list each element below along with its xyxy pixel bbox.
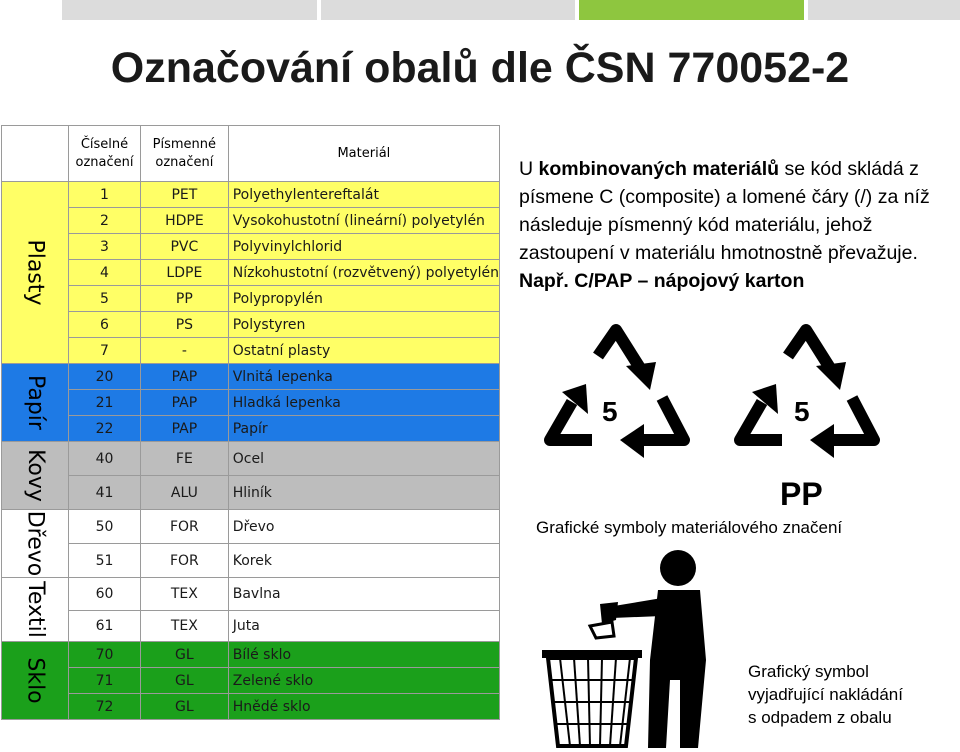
table-row: [2, 234, 500, 260]
cell-num: 6: [68, 312, 140, 338]
header-code: Písmenné označení: [141, 126, 229, 182]
cell-num: 1: [68, 182, 140, 208]
cell-code: PAP: [141, 416, 229, 442]
cell-num: 4: [68, 260, 140, 286]
table-row: [2, 364, 500, 390]
cell-material: Vysokohustotní (lineární) polyetylén: [228, 208, 499, 234]
cell-material: Hnědé sklo: [228, 694, 499, 720]
header-category: [2, 126, 69, 182]
category-papir: Papír: [2, 364, 69, 442]
cell-num: 5: [68, 286, 140, 312]
category-plasty: Plasty: [2, 182, 69, 364]
cell-code: PET: [141, 182, 229, 208]
cell-material: Ostatní plasty: [228, 338, 499, 364]
cell-num: 40: [68, 442, 140, 476]
table-row: [2, 668, 500, 694]
cell-num: 70: [68, 642, 140, 668]
cell-code: GL: [141, 668, 229, 694]
cell-material: Polypropylén: [228, 286, 499, 312]
table-row: [2, 182, 500, 208]
cell-num: 72: [68, 694, 140, 720]
cell-code: TEX: [141, 578, 229, 611]
table-row: [2, 611, 500, 642]
top-decor-bar-1: [62, 0, 317, 20]
cell-num: 21: [68, 390, 140, 416]
symbols-caption: Grafické symboly materiálového značení: [536, 518, 843, 537]
category-drevo: Dřevo: [2, 510, 69, 578]
table-row: [2, 286, 500, 312]
table-header-row: [2, 126, 500, 182]
cell-material: Korek: [228, 544, 499, 578]
cell-material: Polyvinylchlorid: [228, 234, 499, 260]
cell-num: 71: [68, 668, 140, 694]
recycling-number-right: 5: [794, 396, 810, 427]
header-num: Číselné označení: [68, 126, 140, 182]
category-sklo: Sklo: [2, 642, 69, 720]
cell-code: ALU: [141, 476, 229, 510]
page-title: Označování obalů dle ČSN 770052-2: [110, 44, 850, 92]
category-kovy: Kovy: [2, 442, 69, 510]
cell-code: LDPE: [141, 260, 229, 286]
cell-code: HDPE: [141, 208, 229, 234]
cell-material: Papír: [228, 416, 499, 442]
category-textil: Textil: [2, 578, 69, 642]
cell-material: Bavlna: [228, 578, 499, 611]
composite-materials-paragraph: [519, 155, 959, 295]
cell-code: GL: [141, 694, 229, 720]
cell-num: 2: [68, 208, 140, 234]
table-row: [2, 312, 500, 338]
recycling-number-left: 5: [602, 396, 618, 427]
table-row: [2, 578, 500, 611]
table-row: [2, 442, 500, 476]
table-row: [2, 390, 500, 416]
bin-caption: [748, 660, 903, 729]
cell-num: 20: [68, 364, 140, 390]
bin-caption-line: s odpadem z obalu: [748, 708, 892, 727]
cell-code: PVC: [141, 234, 229, 260]
table-row: [2, 260, 500, 286]
table-row: [2, 208, 500, 234]
recycling-code-right: PP: [780, 476, 823, 512]
top-decor-bar-3: [579, 0, 804, 20]
cell-material: Ocel: [228, 442, 499, 476]
para-bold-1: kombinovaných materiálů: [538, 158, 780, 180]
cell-num: 3: [68, 234, 140, 260]
cell-material: Bílé sklo: [228, 642, 499, 668]
bin-caption-line: Grafický symbol: [748, 662, 869, 681]
cell-code: TEX: [141, 611, 229, 642]
cell-num: 60: [68, 578, 140, 611]
cell-num: 22: [68, 416, 140, 442]
para-text-1: U: [519, 158, 539, 180]
cell-code: PP: [141, 286, 229, 312]
cell-material: Hladká lepenka: [228, 390, 499, 416]
table-row: [2, 694, 500, 720]
cell-material: Polyethylentereftalát: [228, 182, 499, 208]
cell-material: Polystyren: [228, 312, 499, 338]
cell-material: Hliník: [228, 476, 499, 510]
cell-code: FOR: [141, 510, 229, 544]
cell-material: Dřevo: [228, 510, 499, 544]
cell-material: Vlnitá lepenka: [228, 364, 499, 390]
cell-material: Juta: [228, 611, 499, 642]
cell-code: PAP: [141, 364, 229, 390]
table-row: [2, 544, 500, 578]
table-row: [2, 338, 500, 364]
cell-material: Zelené sklo: [228, 668, 499, 694]
cell-code: FOR: [141, 544, 229, 578]
top-decor-bar-2: [321, 0, 575, 20]
cell-material: Nízkohustotní (rozvětvený) polyetylén: [228, 260, 499, 286]
para-bold-2: Např. C/PAP – nápojový karton: [519, 270, 805, 292]
cell-code: PS: [141, 312, 229, 338]
cell-num: 50: [68, 510, 140, 544]
table-row: [2, 510, 500, 544]
cell-code: FE: [141, 442, 229, 476]
bin-caption-line: vyjadřující nakládání: [748, 685, 903, 704]
materials-table: [1, 125, 500, 720]
top-decor-bar-4: [808, 0, 960, 20]
cell-num: 41: [68, 476, 140, 510]
cell-code: PAP: [141, 390, 229, 416]
para-text-2: se kód skládá z písmene C (composite) a lomené čáry (/) za níž následuje písmenný kód materiálu, jehož zastoupení v materiálu hmotnostně převažuje.: [519, 158, 930, 264]
table-row: [2, 416, 500, 442]
waste-bin-icon: [530, 540, 750, 752]
header-material: Materiál: [228, 126, 499, 182]
table-row: [2, 642, 500, 668]
cell-num: 7: [68, 338, 140, 364]
cell-num: 61: [68, 611, 140, 642]
cell-code: GL: [141, 642, 229, 668]
cell-code: -: [141, 338, 229, 364]
cell-num: 51: [68, 544, 140, 578]
table-row: [2, 476, 500, 510]
